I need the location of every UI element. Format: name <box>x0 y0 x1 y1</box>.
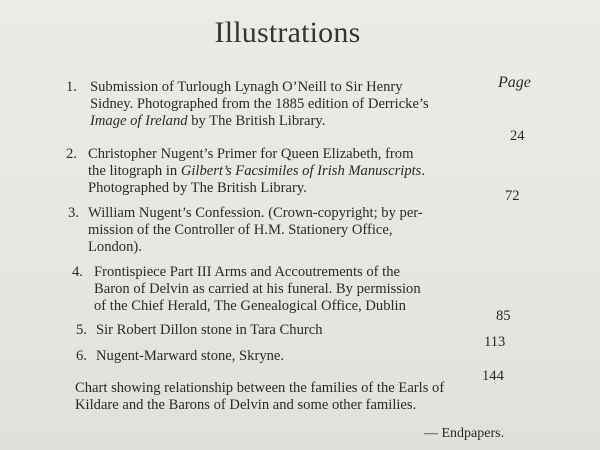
entry-number: 2. <box>66 146 77 162</box>
entry-number: 3. <box>68 205 79 221</box>
endpapers-reference: — Endpapers. <box>424 426 505 441</box>
entry-page-number: 113 <box>484 334 506 350</box>
entry-line-post: . <box>421 163 426 179</box>
entry-text <box>88 146 425 197</box>
page-title: Illustrations <box>214 16 361 49</box>
entry-line <box>88 163 425 180</box>
entry-number: 1. <box>66 79 77 95</box>
entry-line: Submission of Turlough Lynagh O’Neill to Sir Henry <box>90 79 403 95</box>
endnote-line: Kildare and the Barons of Delvin and some other families. <box>75 397 417 413</box>
page-column-label: Page <box>498 74 531 91</box>
entry-line-pre: the litograph in <box>88 163 181 179</box>
entry-line: Sidney. Photographed from the 1885 edition of Derricke’s <box>90 96 429 112</box>
entry-line: mission of the Controller of H.M. Stationery Office, <box>88 222 393 238</box>
entry-line: Nugent-Marward stone, Skryne. <box>96 348 285 364</box>
entry-line: Sir Robert Dillon stone in Tara Church <box>96 322 323 338</box>
entry-line: Photographed by The British Library. <box>88 180 307 196</box>
entry-page-number: 85 <box>496 308 511 324</box>
entry-text <box>94 264 421 315</box>
entry-number: 4. <box>72 264 83 280</box>
entry-line <box>90 113 429 130</box>
illustration-entry-2 <box>66 146 566 202</box>
entry-text <box>96 348 284 365</box>
illustration-entry-3 <box>68 205 568 261</box>
entry-page-number: 72 <box>505 188 520 204</box>
endnote-line: Chart showing relationship between the families of the Earls of <box>75 380 445 396</box>
entry-line: of the Chief Herald, The Genealogical Office, Dublin <box>94 298 406 314</box>
entry-line: William Nugent’s Confession. (Crown-copyright; by per- <box>88 205 423 221</box>
endpapers-note <box>75 380 444 414</box>
entry-text <box>96 322 323 339</box>
book-title: Gilbert’s Facsimiles of Irish Manuscripts <box>180 163 422 179</box>
entry-line: Christopher Nugent’s Primer for Queen Elizabeth, from <box>88 146 414 162</box>
entry-number: 6. <box>76 348 87 364</box>
entry-line: London). <box>88 239 142 255</box>
entry-page-number: 24 <box>510 128 525 144</box>
illustration-entry-6 <box>76 348 556 366</box>
illustration-entry-1 <box>66 79 566 135</box>
entry-number: 5. <box>76 322 87 338</box>
book-title: Image of Ireland <box>90 113 188 129</box>
entry-line: Frontispiece Part III Arms and Accoutrements of the <box>94 264 400 280</box>
entry-page-number: 144 <box>482 368 504 384</box>
entry-text <box>88 205 423 256</box>
entry-line-rest: by The British Library. <box>187 113 326 129</box>
entry-line: Baron of Delvin as carried at his funeral. By permission <box>94 281 421 297</box>
entry-text <box>90 79 429 130</box>
